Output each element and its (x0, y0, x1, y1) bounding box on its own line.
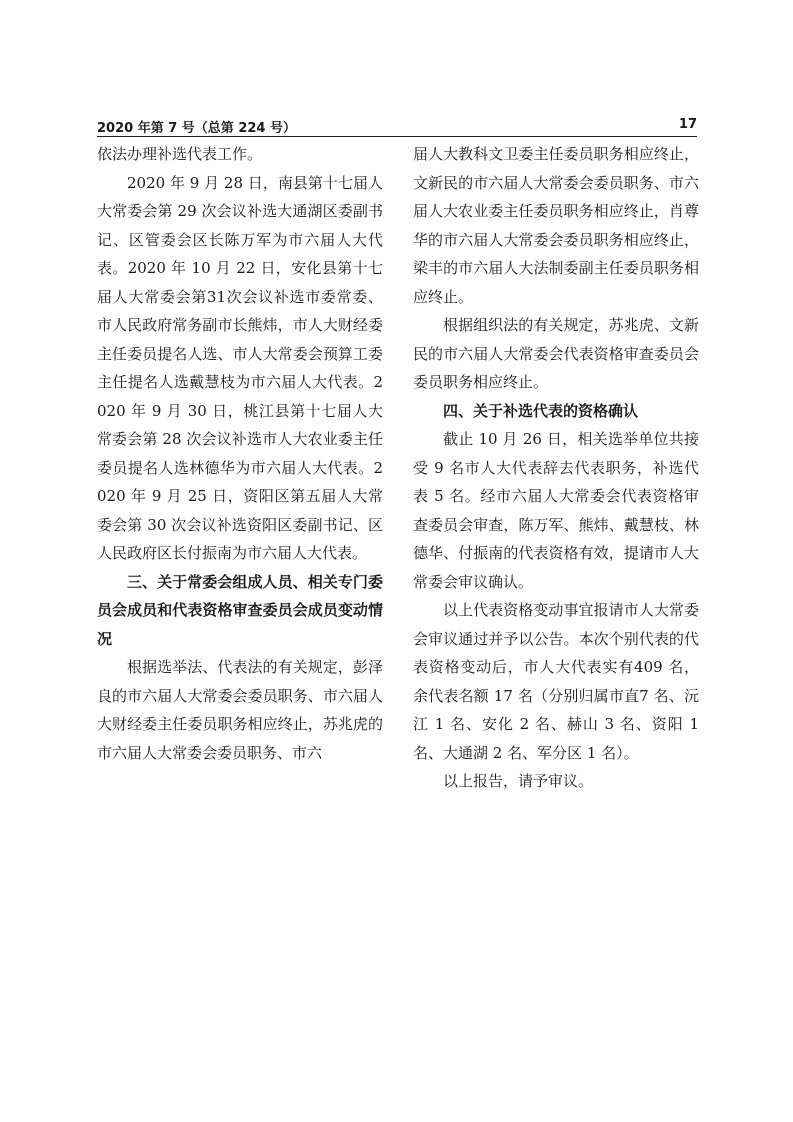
paragraph-continuation: 届人大教科文卫委主任委员职务相应终止，文新民的市六届人大常委会委员职务、市六届人大农业委主任委员职务相应终止，肖尊华的市六届人大常委会委员职务相应终止，梁丰的市六届人大法制委副主任委员职务相应终止。 (413, 145, 699, 306)
paragraph-qualification: 截止 10 月 26 日，相关选举单位共接受 9 名市人大代表辞去代表职务，补选代表 5 名。经市六届人大常委会代表资格审查委员会审查，陈万军、熊炜、戴慧枝、林德华、付振南的代表资格有效，提请市人大常委会审议确认。 (413, 430, 699, 591)
paragraph-member-changes: 根据选举法、代表法的有关规定，彭泽良的市六届人大常委会委员职务、市六届人大财经委主任委员职务相应终止，苏兆虎的市六届人大常委会委员职务、市六 (97, 658, 383, 762)
paragraph-summary: 以上代表资格变动事宜报请市人大常委会审议通过并予以公告。本次个别代表的代表资格变动后，市人大代表实有409 名，余代表名额 17 名（分别归属市直7 名、沅江 1 名、安化 2 名、赫山 3 名、资阳 1 名、大通湖 2 名、军分区 1 名）。 (413, 601, 699, 762)
issue-label: 2020 年第 7 号（总第 224 号） (97, 121, 296, 136)
section-heading-3: 三、关于常委会组成人员、相关专门委员会成员和代表资格审查委员会成员变动情况 (97, 572, 383, 648)
paragraph-closing: 以上报告，请予审议。 (443, 772, 594, 790)
paragraph-by-elections: 2020 年 9 月 28 日，南县第十七届人大常委会第 29 次会议补选大通湖区委副书记、区管委会区长陈万军为市六届人大代表。2020 年 10 月 22 日，安化县第十七届人大常委会第31次会议补选市委常委、市人民政府常务副市长熊炜，市人大财经委主任委员提名人选、市人大常委会预算工委主任提名人选戴慧枝为市六届人大代表。2020 年 9 月 30 日，桃江县第十七届人大常委会第 28 次会议补选市人大农业委主任委员提名人选林德华为市六届人大代表。2020 年 9 月 25 日，资阳区第五届人大常委会第 30 次会议补选资阳区委副书记、区人民政府区长付振南为市六届人大代表。 (97, 173, 383, 562)
paragraph-continuation: 依法办理补选代表工作。 (97, 145, 263, 163)
section-heading-4: 四、关于补选代表的资格确认 (443, 401, 639, 420)
header-rule (97, 136, 697, 137)
running-header (97, 115, 697, 137)
paragraph-organization-law: 根据组织法的有关规定，苏兆虎、文新民的市六届人大常委会代表资格审查委员会委员职务相应终止。 (413, 316, 699, 391)
left-column (97, 140, 383, 767)
right-column (413, 140, 699, 796)
page-number: 17 (678, 117, 697, 132)
